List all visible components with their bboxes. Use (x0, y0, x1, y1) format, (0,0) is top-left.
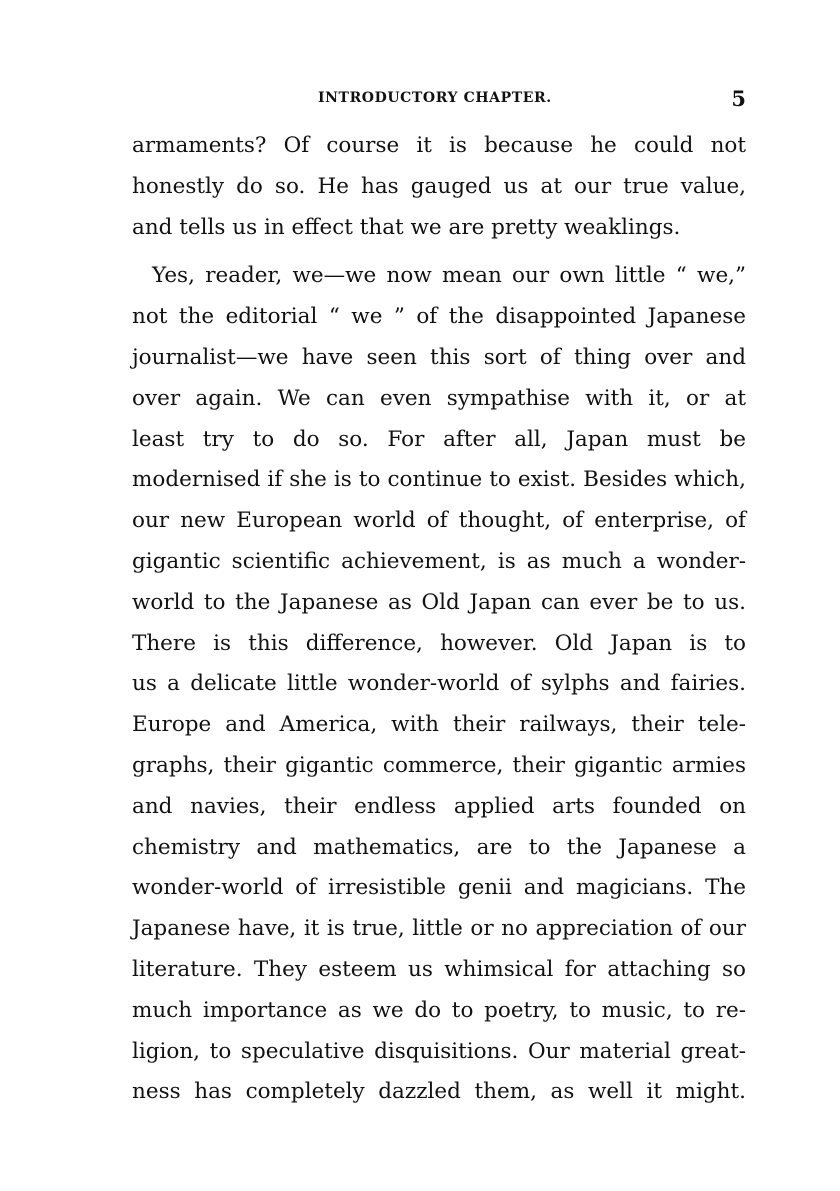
text-line: Japanese have, it is true, little or no appreciation of our (132, 916, 746, 942)
text-line: least try to do so. For after all, Japan must be (132, 426, 746, 452)
text-line: armaments? Of course it is because he could not (132, 133, 746, 158)
text-line: honestly do so. He has gauged us at our true value, (132, 173, 746, 199)
text-line: graphs, their gigantic commerce, their gigantic armies (132, 752, 746, 778)
text-line: journalist—we have seen this sort of thing over and (132, 344, 746, 370)
text-line: world to the Japanese as Old Japan can ever be to us. (132, 589, 746, 615)
text-line: ligion, to speculative disquisitions. Our material great- (132, 1038, 746, 1064)
text-line: chemistry and mathematics, are to the Japanese a (132, 834, 746, 860)
text-line: us a delicate little wonder-world of sylphs and fairies. (132, 671, 746, 697)
text-line: wonder-world of irresistible genii and magicians. The (132, 875, 746, 901)
text-line: and tells us in effect that we are pretty weaklings. (132, 214, 681, 240)
paragraph-1 (132, 126, 746, 248)
paragraph-gap (132, 248, 746, 256)
text-line: There is this difference, however. Old Japan is to (132, 630, 746, 656)
text-line: our new European world of thought, of enterprise, of (132, 508, 746, 534)
text-line: Europe and America, with their railways, their tele- (132, 712, 746, 738)
paragraph-2 (132, 256, 746, 1113)
body-text (132, 126, 746, 1113)
text-line: much importance as we do to poetry, to music, to re- (132, 997, 746, 1023)
page-number: 5 (731, 86, 746, 111)
text-line: literature. They esteem us whimsical for attaching so (132, 956, 746, 982)
text-line: over again. We can even sympathise with it, or at (132, 385, 746, 411)
text-line: ness has completely dazzled them, as well it might. (132, 1079, 746, 1105)
running-head (132, 86, 746, 112)
text-line: Yes, reader, we—we now mean our own little “ we,” (152, 263, 746, 289)
text-line: modernised if she is to continue to exist. Besides which, (132, 467, 746, 493)
text-line: gigantic scientific achievement, is as much a wonder- (132, 548, 746, 574)
text-line: and navies, their endless applied arts founded on (132, 793, 746, 819)
chapter-title: INTRODUCTORY CHAPTER. (318, 90, 552, 106)
text-line: not the editorial “ we ” of the disappointed Japanese (132, 304, 746, 330)
